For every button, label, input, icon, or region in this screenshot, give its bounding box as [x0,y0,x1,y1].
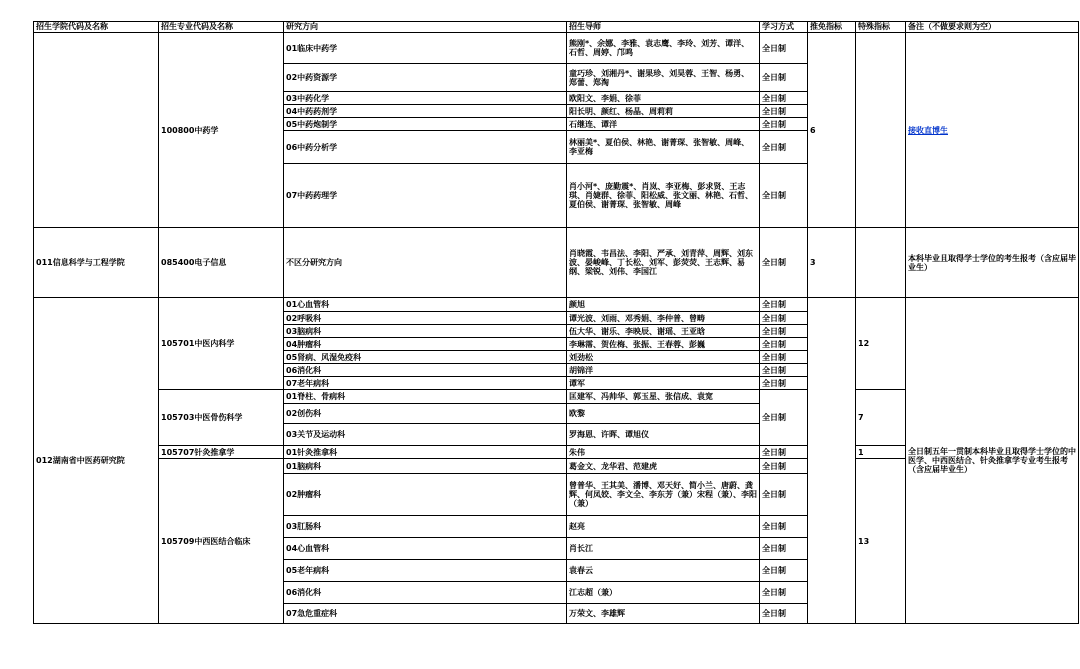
mode-cell: 全日制 [760,312,808,325]
header-study-mode: 学习方式 [760,22,808,33]
direction-cell: 06中药分析学 [284,131,567,164]
major-cell: 105707针灸推拿学 [159,446,284,459]
direction-cell: 07老年病科 [284,377,567,390]
mode-cell: 全日制 [760,560,808,582]
mode-cell: 全日制 [760,298,808,312]
college-cell: 011信息科学与工程学院 [34,228,159,298]
tutors-cell: 朱伟 [567,446,760,459]
college-cell-empty [34,33,159,228]
mode-cell: 全日制 [760,582,808,604]
major-cell: 105709中西医结合临床 [159,459,284,624]
tuimian-cell: 6 [808,33,856,228]
header-special-quota: 特殊指标 [856,22,906,33]
direction-cell: 03脑病科 [284,325,567,338]
special-cell: 13 [856,459,906,624]
tutors-cell: 欧黎 [567,404,760,424]
mode-cell: 全日制 [760,338,808,351]
tutors-cell: 江志超（兼） [567,582,760,604]
tutors-cell: 李琳霈、贺佐梅、张振、王春蓉、彭巍 [567,338,760,351]
mode-cell: 全日制 [760,325,808,338]
tutors-cell: 林丽美*、夏伯侯、林艳、谢菁琛、张智敏、周峰、李亚梅 [567,131,760,164]
mode-cell: 全日制 [760,64,808,92]
direction-cell: 01脊柱、骨病科 [284,390,567,404]
tutors-cell: 谭光波、刘雨、邓秀娟、李仲普、曾畴 [567,312,760,325]
tutors-cell: 罗海恩、许晖、谭旭仪 [567,424,760,446]
direction-cell: 04中药药剂学 [284,105,567,118]
notes-cell: 全日制五年一贯制本科毕业且取得学士学位的中医学、中西医结合、针灸推拿学专业考生报考（含应届毕业生） [906,298,1079,624]
mode-cell: 全日制 [760,92,808,105]
tutors-cell: 伍大华、谢乐、李映辰、谢瑶、王亚晗 [567,325,760,338]
tutors-cell: 万荣文、李雄辉 [567,604,760,624]
header-notes: 备注（不做要求则为空） [906,22,1079,33]
mode-cell: 全日制 [760,105,808,118]
direction-cell: 03关节及运动科 [284,424,567,446]
table-row [34,228,1079,298]
mode-cell: 全日制 [760,131,808,164]
mode-cell: 全日制 [760,516,808,538]
admissions-table [33,21,1079,624]
major-cell: 100800中药学 [159,33,284,228]
direction-cell: 01心血管科 [284,298,567,312]
mode-cell: 全日制 [760,164,808,228]
mode-cell: 全日制 [760,351,808,364]
header-major: 招生专业代码及名称 [159,22,284,33]
mode-cell: 全日制 [760,459,808,474]
tutors-cell: 谭军 [567,377,760,390]
tutors-cell: 颜旭 [567,298,760,312]
direction-cell: 02呼吸科 [284,312,567,325]
major-cell: 105703中医骨伤科学 [159,390,284,446]
direction-cell: 06消化科 [284,582,567,604]
tutors-cell: 胡锦洋 [567,364,760,377]
header-tuimian-quota: 推免指标 [808,22,856,33]
direction-cell: 07中药药理学 [284,164,567,228]
direction-cell: 04肿瘤科 [284,338,567,351]
direction-cell: 02创伤科 [284,404,567,424]
header-tutors: 招生导师 [567,22,760,33]
direction-cell: 05中药炮制学 [284,118,567,131]
mode-cell: 全日制 [760,538,808,560]
tutors-cell: 童巧珍、刘湘丹*、谢果珍、刘昊蓉、王智、杨勇、郑蕾、郑淘 [567,64,760,92]
mode-cell: 全日制 [760,228,808,298]
tutors-cell: 赵亮 [567,516,760,538]
major-cell: 105701中医内科学 [159,298,284,390]
mode-cell: 全日制 [760,118,808,131]
direction-cell: 06消化科 [284,364,567,377]
direction-cell: 03肛肠科 [284,516,567,538]
admissions-table-wrap [33,21,1079,624]
direction-cell: 02中药资源学 [284,64,567,92]
tutors-cell: 熊刚*、余娜、李雅、袁志鹰、李玲、刘芳、谭洋、石哲、周婷、邝鸣 [567,33,760,64]
tutors-cell: 阳长明、颜红、杨晶、周莉莉 [567,105,760,118]
mode-cell: 全日制 [760,377,808,390]
college-cell: 012湖南省中医药研究院 [34,298,159,624]
direction-cell: 01临床中药学 [284,33,567,64]
header-direction: 研究方向 [284,22,567,33]
tutors-cell: 曾普华、王其美、潘博、邓天好、简小兰、唐蔚、龚辉、何凤姣、李文全、李东芳（兼）宋程（兼）、李阳（兼） [567,474,760,516]
special-cell: 1 [856,446,906,459]
direction-cell: 07急危重症科 [284,604,567,624]
mode-cell: 全日制 [760,604,808,624]
tuimian-cell-empty [808,298,856,624]
special-cell-empty [856,33,906,228]
table-row [34,33,1079,64]
notes-cell: 本科毕业且取得学士学位的考生报考（含应届毕业生） [906,228,1079,298]
tuimian-cell: 3 [808,228,856,298]
direction-cell: 03中药化学 [284,92,567,105]
special-cell-empty [856,228,906,298]
direction-cell: 01脑病科 [284,459,567,474]
tutors-cell: 欧阳文、李娟、徐菲 [567,92,760,105]
tutors-cell: 刘劲松 [567,351,760,364]
direction-cell: 05肾病、风湿免疫科 [284,351,567,364]
table-row [34,298,1079,312]
mode-cell: 全日制 [760,33,808,64]
mode-cell: 全日制 [760,364,808,377]
special-cell: 12 [856,298,906,390]
header-college: 招生学院代码及名称 [34,22,159,33]
tutors-cell: 葛金文、龙华君、范建虎 [567,459,760,474]
tutors-cell: 袁春云 [567,560,760,582]
direction-cell: 01针灸推拿科 [284,446,567,459]
mode-cell: 全日制 [760,390,808,446]
notes-cell [906,33,1079,228]
tutors-cell: 匡建军、冯帅华、郭玉星、张信成、袁宽 [567,390,760,404]
direction-cell: 04心血管科 [284,538,567,560]
tutors-cell: 石继连、谭洋 [567,118,760,131]
mode-cell: 全日制 [760,446,808,459]
direction-cell: 02肿瘤科 [284,474,567,516]
mode-cell: 全日制 [760,474,808,516]
major-cell: 085400电子信息 [159,228,284,298]
direction-cell: 不区分研究方向 [284,228,567,298]
tutors-cell: 肖晓霞、韦昌法、李阳、严承、刘青萍、周辉、刘东波、晏峻峰、丁长松、刘军、彭荧荧、王志辉、易纲、梁锐、刘伟、李国江 [567,228,760,298]
direction-cell: 05老年病科 [284,560,567,582]
special-cell: 7 [856,390,906,446]
header-row [34,22,1079,33]
direct-phd-link[interactable]: 接收直博生 [908,125,948,135]
tutors-cell: 肖长江 [567,538,760,560]
tutors-cell: 肖小河*、庞勤震*、肖岚、李亚梅、彭求贤、王志琪、肖婕群、徐菲、阳松威、张文丽、林艳、石哲、夏伯侯、谢菁琛、张智敏、周峰 [567,164,760,228]
